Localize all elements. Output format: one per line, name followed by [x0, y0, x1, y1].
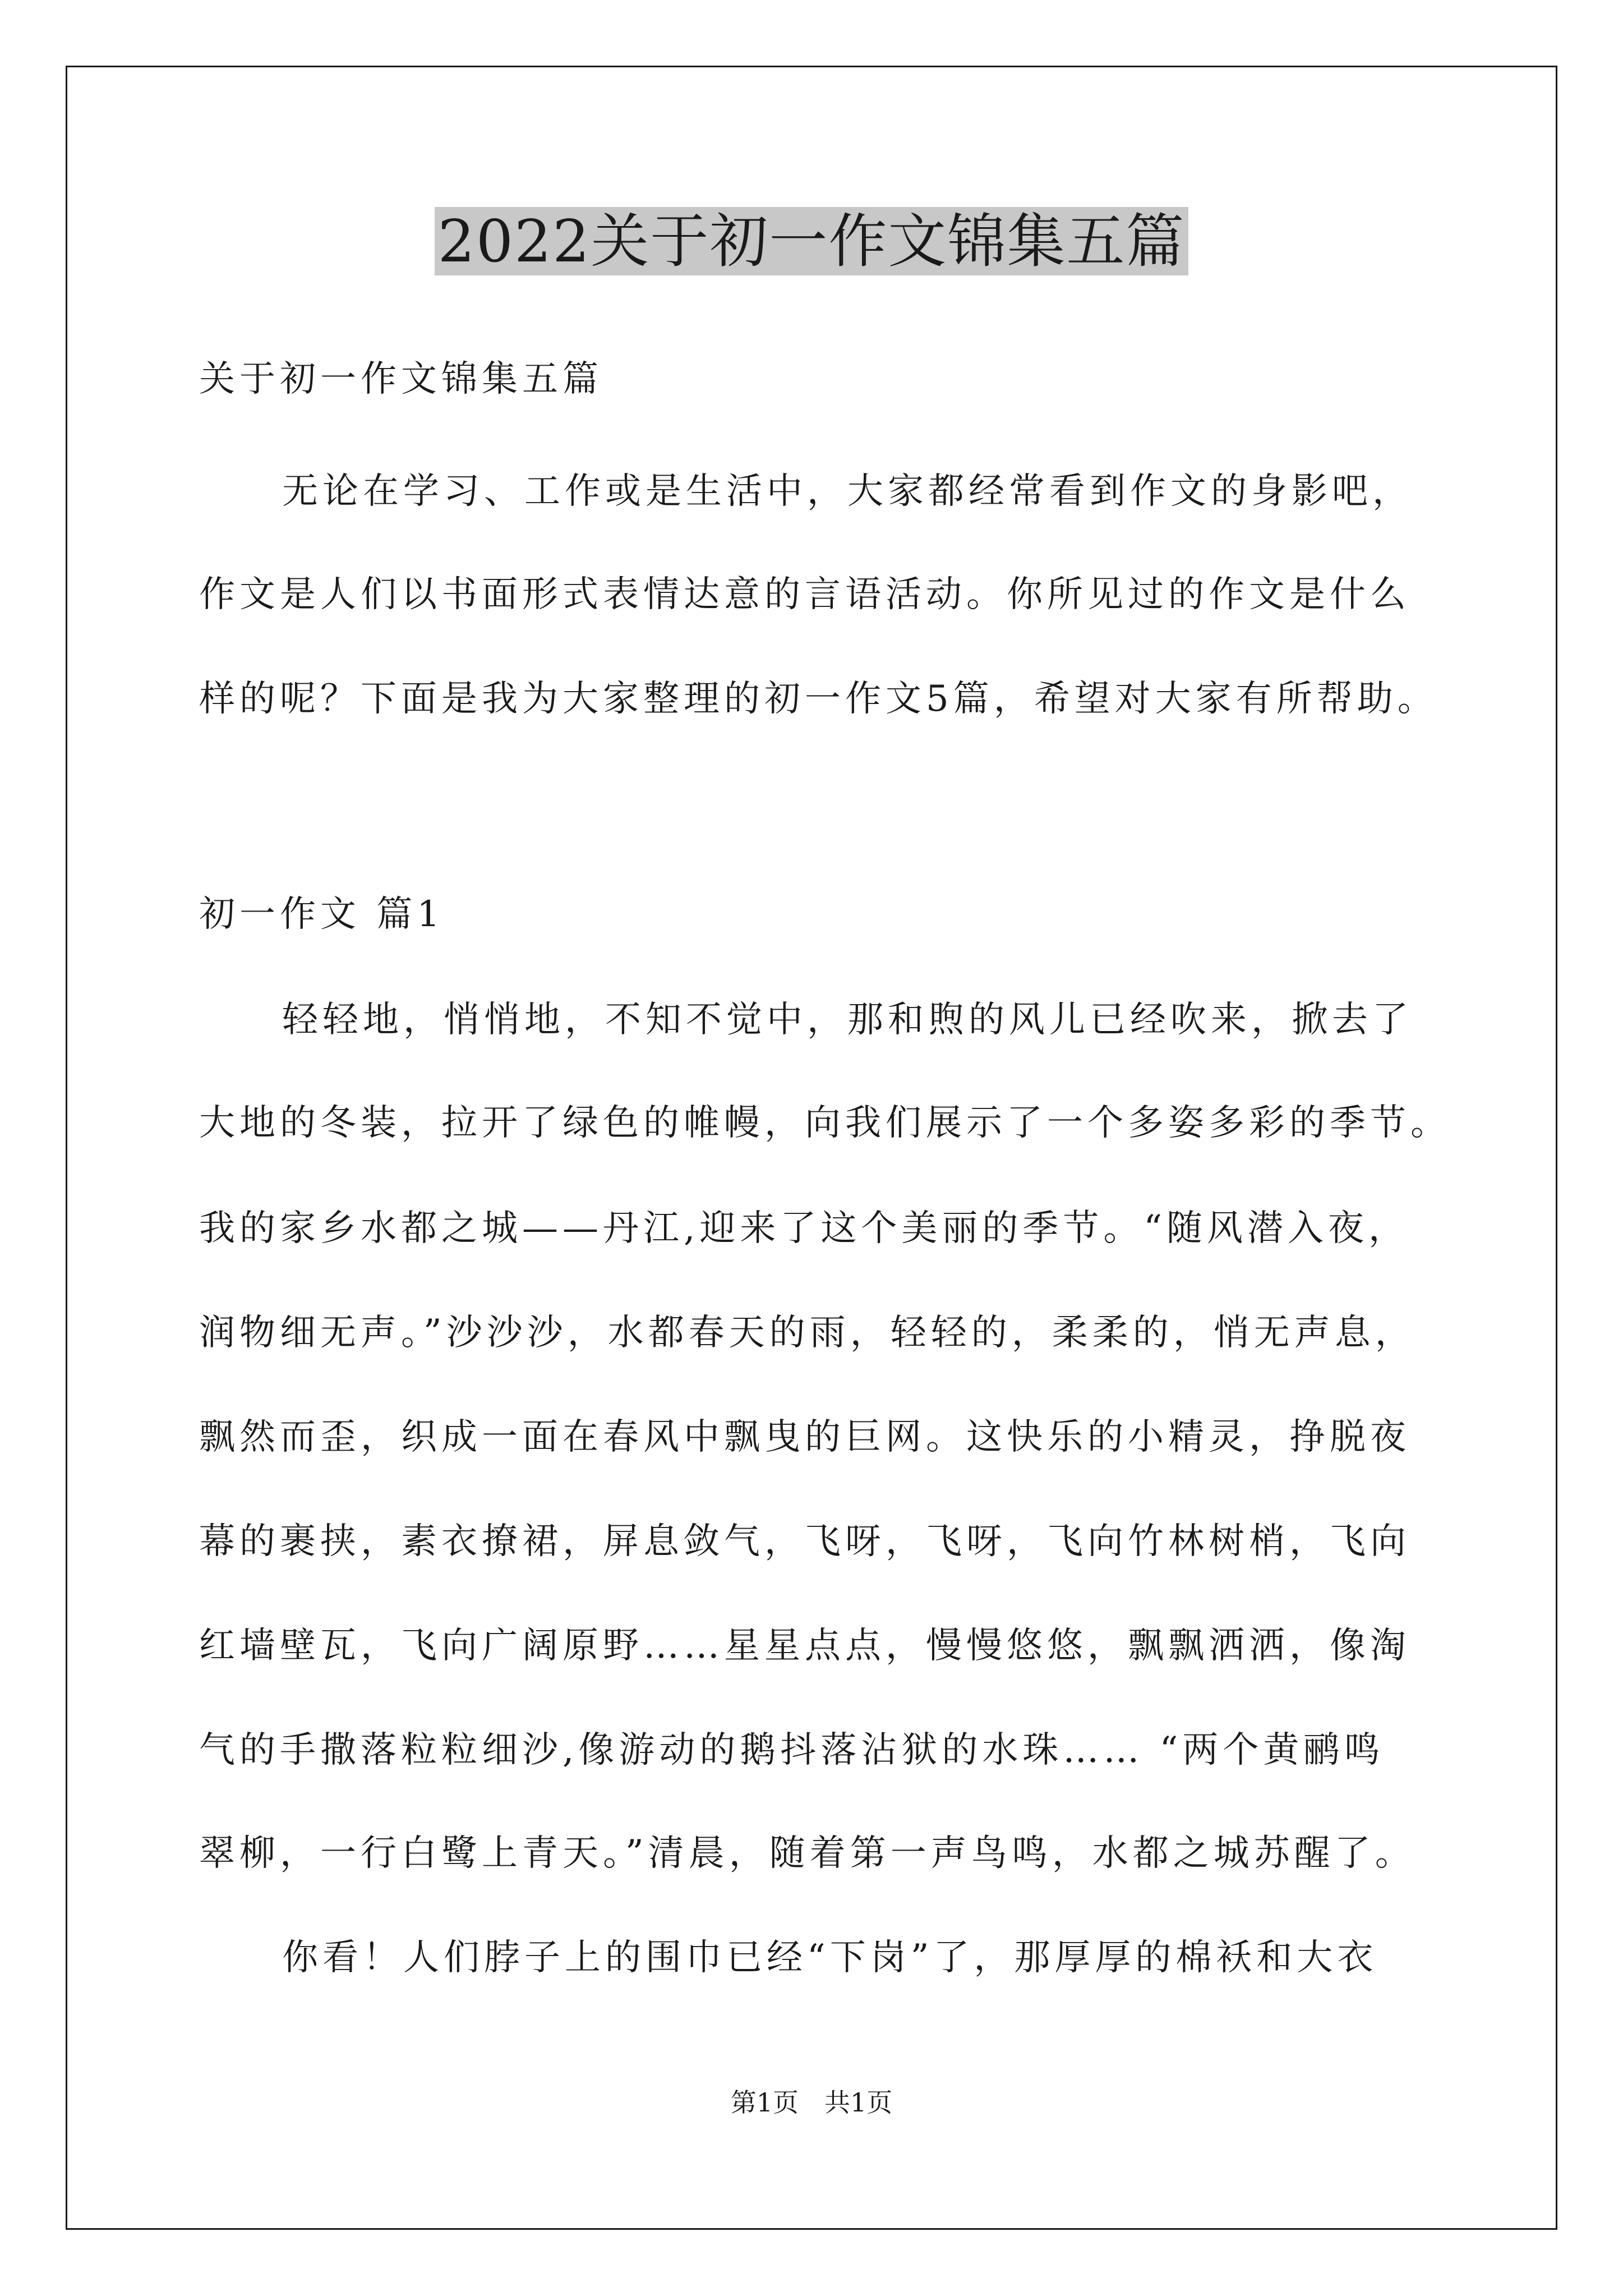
essay-line: 翠柳，一行白鹭上青天。”清晨，随着第一声鸟鸣，水都之城苏醒了。	[199, 1833, 1415, 1874]
intro-line: 无论在学习、工作或是生活中，大家都经常看到作文的身影吧，	[282, 471, 1413, 512]
essay-line: 你看！人们脖子上的围巾已经“下岗”了，那厚厚的棉袄和大衣	[282, 1937, 1378, 1978]
subtitle: 关于初一作文锦集五篇	[199, 358, 603, 400]
essay-line: 幕的裹挟，素衣撩裙，屏息敛气，飞呀，飞呀，飞向竹林树梢，飞向	[199, 1521, 1410, 1562]
essay-line: 我的家乡水都之城——丹江,迎来了这个美丽的季节。“随风潜入夜，	[199, 1208, 1409, 1249]
page-footer: 第1页 共1页	[730, 2087, 893, 2118]
essay-line: 红墙壁瓦，飞向广阔原野……星星点点，慢慢悠悠，飘飘洒洒，像淘	[199, 1625, 1410, 1667]
document-title-text: 2022关于初一作文锦集五篇	[435, 207, 1189, 275]
essay-line: 飘然而歪，织成一面在春风中飘曳的巨网。这快乐的小精灵，挣脱夜	[199, 1416, 1410, 1458]
essay-line: 润物细无声。”沙沙沙，水都春天的雨，轻轻的，柔柔的，悄无声息，	[199, 1312, 1415, 1354]
document-title	[0, 202, 1623, 280]
intro-line: 样的呢？下面是我为大家整理的初一作文5篇，希望对大家有所帮助。	[199, 678, 1438, 720]
section-heading: 初一作文 篇1	[199, 894, 445, 935]
essay-line: 气的手撒落粒粒细沙,像游动的鹅抖落沾狱的水珠…… “两个黄鹂鸣	[199, 1729, 1385, 1771]
essay-line: 轻轻地，悄悄地，不知不觉中，那和煦的风儿已经吹来，掀去了	[282, 999, 1413, 1041]
essay-line: 大地的冬装，拉开了绿色的帷幔，向我们展示了一个多姿多彩的季节。	[199, 1102, 1451, 1144]
intro-line: 作文是人们以书面形式表情达意的言语活动。你所见过的作文是什么	[199, 574, 1410, 615]
